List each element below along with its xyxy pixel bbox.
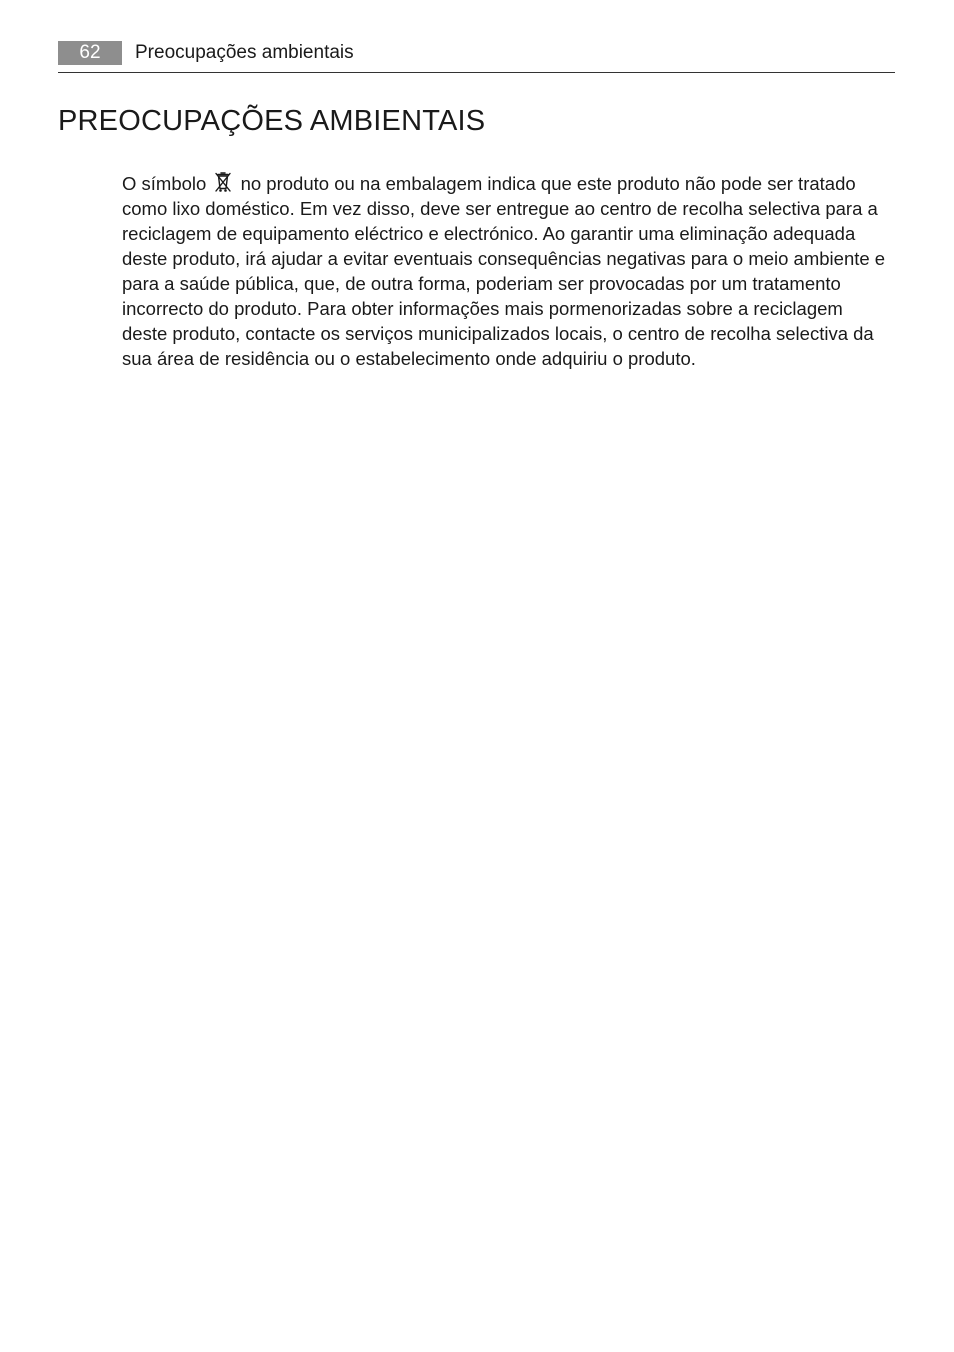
page-number: 62 — [58, 41, 122, 65]
crossed-out-wheelie-bin-icon — [213, 171, 233, 195]
environment-paragraph — [122, 171, 892, 371]
running-title: Preocupações ambientais — [135, 42, 354, 63]
paragraph-text-after-icon: no produto ou na embalagem indica que este produto não pode ser tratado como lixo doméstico. Em vez disso, deve ser entregue ao centro de recolha selectiva para a reciclagem de equipamento eléctrico e electrónico. Ao garantir uma eliminação adequada deste produto, irá ajudar a evitar eventuais consequências negativas para o meio ambiente e para a saúde pública, que, de outra forma, poderiam ser provocadas por um tratamento incorrecto do produto. Para obter informações mais pormenorizadas sobre a reciclagem deste produto, contacte os serviços municipalizados locais, o centro de recolha selectiva da sua área de residência ou o estabelecimento onde adquiriu o produto. — [122, 173, 886, 369]
paragraph-text-before-icon: O símbolo — [122, 173, 207, 194]
section-title: PREOCUPAÇÕES AMBIENTAIS — [58, 105, 486, 137]
page-header — [58, 40, 895, 73]
